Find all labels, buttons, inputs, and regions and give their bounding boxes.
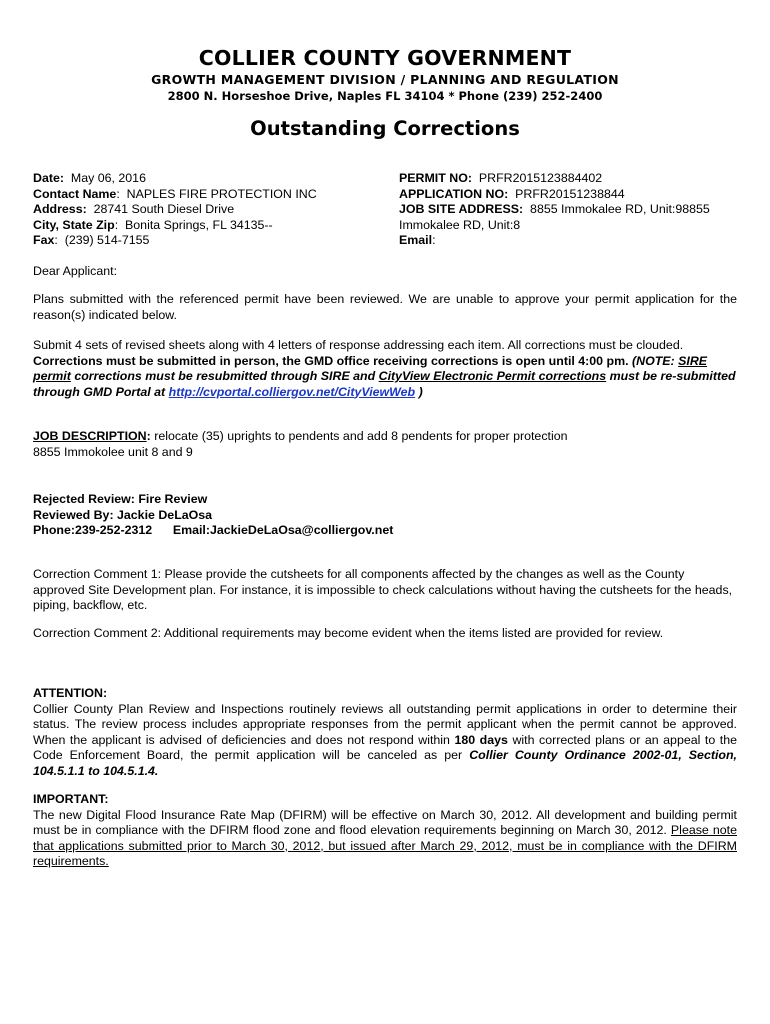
submit-line-1: Submit 4 sets of revised sheets along with 4 letters of response addressing each item. All corrections must be clouded. <box>33 338 684 352</box>
attention-section <box>33 686 737 779</box>
date-value: May 06, 2016 <box>70 171 146 185</box>
division-name: GROWTH MANAGEMENT DIVISION / PLANNING AND REGULATION <box>151 72 619 87</box>
date-label: Date: <box>33 171 64 185</box>
important-heading: IMPORTANT: <box>33 792 109 806</box>
city-label: City, State Zip <box>33 217 115 232</box>
jobsite-value-2: Immokalee RD, Unit:8 <box>399 217 521 232</box>
review-info <box>33 492 737 539</box>
correction-comment-1: Correction Comment 1: Please provide the cutsheets for all components affected by the changes as well as the County approved Site Development plan. For instance, it is impossible to check calculations without having the cutsheets for the heads, piping, backflow, etc. <box>33 567 733 612</box>
attention-ordinance: Collier County Ordinance 2002-01, Section, 104.5.1.1 to 104.5.1.4. <box>33 748 737 778</box>
job-label: JOB DESCRIPTION <box>33 429 147 443</box>
important-text: The new Digital Flood Insurance Rate Map (DFIRM) will be effective on March 30, 2012. All development and building permit must be in compliance with the DFIRM flood zone and flood elevation requirements beginning on March 30, 2012. <box>33 807 737 837</box>
page-title: Outstanding Corrections <box>250 117 520 140</box>
permit-label: PERMIT NO: <box>399 171 472 185</box>
application-label: APPLICATION NO: <box>399 186 509 201</box>
greeting: Dear Applicant: <box>33 264 118 278</box>
attention-days: 180 days <box>454 732 508 747</box>
correction-comment-2: Correction Comment 2: Additional requirements may become evident when the items listed are provided for review. <box>33 626 664 640</box>
sire-permit-text: SIRE permit <box>33 353 708 383</box>
applicant-info: Date: May 06, 2016 Contact Name: NAPLES FIRE PROTECTION INC Address: 28741 South Diesel Drive City, State Zip: Bonita Springs, FL 34135-- Fax: (239) 514-7155 <box>33 171 317 247</box>
note-close: ) <box>418 384 423 399</box>
permit-info: PERMIT NO: PRFR2015123884402 APPLICATION NO: PRFR20151238844 JOB SITE ADDRESS: 8855 Immokalee RD, Unit:98855 Immokalee RD, Unit:8 Email: <box>399 171 710 247</box>
job-description-text: relocate (35) uprights to pendents and add 8 pendents for proper protection <box>154 429 568 443</box>
address-label: Address: <box>33 202 87 216</box>
org-name: COLLIER COUNTY GOVERNMENT <box>198 46 572 70</box>
submit-bold: Corrections must be submitted in person, the GMD office receiving corrections is open until 4:00 pm. <box>33 353 629 368</box>
reviewer-phone: Phone:239-252-2312 <box>33 523 153 537</box>
attention-text-2: with corrected plans or an appeal to the Code Enforcement Board, the permit application will be canceled as per <box>33 732 737 762</box>
intro-paragraph: Plans submitted with the referenced permit have been reviewed. We are unable to approve your permit application for the reason(s) indicated below. <box>33 292 737 322</box>
application-value: PRFR20151238844 <box>515 186 625 201</box>
city-value: Bonita Springs, FL 34135-- <box>125 217 273 232</box>
org-address: 2800 N. Horseshoe Drive, Naples FL 34104 * Phone (239) 252-2400 <box>167 89 603 103</box>
job-location: 8855 Immokolee unit 8 and 9 <box>33 444 193 459</box>
jobsite-label: JOB SITE ADDRESS: <box>399 202 524 216</box>
portal-link[interactable]: http://cvportal.colliergov.net/CityViewWeb <box>168 384 416 399</box>
email-label: Email <box>399 233 433 247</box>
note-prefix: (NOTE: <box>632 353 675 368</box>
submit-instructions <box>33 338 737 400</box>
note-suffix: must be re-submitted through GMD Portal at <box>33 369 736 399</box>
permit-value: PRFR2015123884402 <box>478 171 603 185</box>
important-section <box>33 792 737 870</box>
fax-value: (239) 514-7155 <box>64 233 150 247</box>
note-middle: corrections must be resubmitted through SIRE and <box>74 369 376 383</box>
contact-label: Contact Name <box>33 186 117 201</box>
attention-heading: ATTENTION: <box>33 686 108 700</box>
cityview-corrections-text: CityView Electronic Permit corrections <box>378 369 607 383</box>
jobsite-value-1: 8855 Immokalee RD, Unit:98855 <box>530 202 710 216</box>
job-description: JOB DESCRIPTION: relocate (35) uprights to pendents and add 8 pendents for proper protection 8855 Immokolee unit 8 and 9 <box>33 429 568 459</box>
rejected-review: Rejected Review: Fire Review <box>33 492 208 506</box>
reviewer-email: Email:JackieDeLaOsa@colliergov.net <box>172 523 394 537</box>
important-note: Please note that applications submitted prior to March 30, 2012, but issued after March 29, 2012, must be in compliance with the DFIRM requirements. <box>33 823 737 868</box>
attention-text-1: Collier County Plan Review and Inspections routinely reviews all outstanding permit applications in order to determine their status. The review process includes appropriate responses from the permit applicant when the permit cannot be approved. When the applicant is advised of deficiencies and does not respond within <box>33 701 737 747</box>
contact-value: NAPLES FIRE PROTECTION INC <box>126 186 317 201</box>
reviewed-by: Reviewed By: Jackie DeLaOsa <box>33 507 213 522</box>
address-value: 28741 South Diesel Drive <box>93 202 235 216</box>
fax-label: Fax <box>33 233 55 247</box>
